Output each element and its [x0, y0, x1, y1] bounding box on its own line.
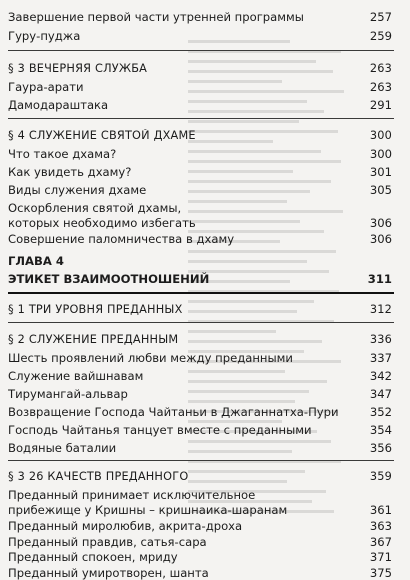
toc-entry [8, 98, 392, 112]
toc-entry-title: Дамодараштака [8, 98, 109, 112]
toc-entry-title: Преданный спокоен, мриду [8, 550, 178, 564]
toc-entry-title: Преданный принимает исключительное [8, 488, 256, 502]
toc-entry-title: Господь Чайтанья танцует вместе с преданными [8, 423, 312, 437]
toc-entry-title: прибежище у Кришны – кришнаика-шаранам [8, 503, 288, 517]
toc-entry-page: 363 [369, 519, 392, 533]
toc-entry [8, 387, 392, 401]
toc-entry-title: § 3 26 КАЧЕСТВ ПРЕДАННОГО [8, 470, 189, 483]
toc-entry-title: Преданный миролюбив, акрита-дроха [8, 519, 243, 533]
toc-entry [8, 550, 392, 564]
toc-entry-page: 259 [369, 29, 392, 43]
toc-entry-title: Служение вайшнавам [8, 369, 144, 383]
toc-entry-title: ЭТИКЕТ ВЗАИМООТНОШЕНИЙ [8, 272, 210, 286]
toc-entry [8, 351, 392, 365]
toc-section-heading [8, 129, 392, 143]
toc-entry-page: 312 [369, 303, 392, 316]
chapter-title [8, 272, 392, 286]
divider [8, 50, 394, 51]
toc-entry-title: Оскорбления святой дхамы, [8, 201, 182, 215]
toc-entry [8, 488, 392, 502]
toc-entry-page: 367 [369, 535, 392, 549]
toc-entry [8, 566, 392, 580]
toc-section-heading [8, 470, 392, 484]
toc-entry [8, 165, 392, 179]
toc-entry [8, 503, 392, 517]
toc-entry-title: Совершение паломничества в дхаму [8, 232, 235, 246]
toc-entry-title: Гаура-арати [8, 80, 84, 94]
toc-entry [8, 441, 392, 455]
toc-entry-page: 300 [369, 129, 392, 142]
divider [8, 460, 394, 461]
toc-entry-title: Водяные баталии [8, 441, 117, 455]
toc-entry-page: 354 [369, 423, 392, 437]
toc-entry-page: 306 [369, 232, 392, 246]
toc-entry-title: Преданный правдив, сатья-сара [8, 535, 207, 549]
toc-entry-title: которых необходимо избегать [8, 216, 196, 230]
toc-entry-title: § 3 ВЕЧЕРНЯЯ СЛУЖБА [8, 62, 148, 75]
toc-entry-title: Тирумангай-альвар [8, 387, 128, 401]
toc-entry-title: Как увидеть дхаму? [8, 165, 132, 179]
toc-entry [8, 232, 392, 246]
toc-entry-page: 305 [369, 183, 392, 197]
toc-entry-page: 291 [369, 98, 392, 112]
toc-entry [8, 147, 392, 161]
toc-entry-page: 311 [367, 272, 392, 286]
toc-entry-title: Что такое дхама? [8, 147, 117, 161]
toc-entry-page: 342 [369, 369, 392, 383]
toc-entry-page: 301 [369, 165, 392, 179]
toc-entry [8, 369, 392, 383]
toc-entry-title: Завершение первой части утренней программы [8, 10, 304, 24]
toc-entry-page: 336 [369, 333, 392, 346]
toc-entry-title: Виды служения дхаме [8, 183, 147, 197]
toc-section-heading [8, 303, 392, 317]
chapter-number [8, 254, 392, 268]
toc-entry [8, 10, 392, 24]
divider [8, 322, 394, 323]
toc-entry-title: § 1 ТРИ УРОВНЯ ПРЕДАННЫХ [8, 303, 183, 316]
toc-entry [8, 423, 392, 437]
toc-section-heading [8, 62, 392, 76]
toc-entry-title: Возвращение Господа Чайтаньи в Джаганнатха-Пури [8, 405, 339, 419]
toc-entry-page: 375 [369, 566, 392, 580]
toc-entry-page: 352 [369, 405, 392, 419]
divider [8, 118, 394, 119]
toc-entry-title: Гуру-пуджа [8, 29, 81, 43]
toc-entry [8, 80, 392, 94]
toc-entry-page: 337 [369, 351, 392, 365]
toc-entry [8, 29, 392, 43]
toc-entry-title: § 2 СЛУЖЕНИЕ ПРЕДАННЫМ [8, 333, 179, 346]
toc-entry [8, 183, 392, 197]
toc-entry-page: 361 [369, 503, 392, 517]
toc-entry-page: 356 [369, 441, 392, 455]
toc-entry [8, 201, 392, 215]
toc-entry-page: 300 [369, 147, 392, 161]
toc-entry-page: 359 [369, 470, 392, 483]
toc-entry-page: 371 [369, 550, 392, 564]
toc-entry [8, 216, 392, 230]
toc-entry-page: 263 [369, 62, 392, 75]
toc-entry-title: Преданный умиротворен, шанта [8, 566, 209, 580]
toc-entry-title: Шесть проявлений любви между преданными [8, 351, 293, 365]
toc-entry [8, 405, 392, 419]
divider [8, 292, 394, 294]
toc-entry-page: 347 [369, 387, 392, 401]
toc-entry [8, 535, 392, 549]
toc-entry-page: 306 [369, 216, 392, 230]
toc-entry-page: 263 [369, 80, 392, 94]
toc-entry [8, 519, 392, 533]
toc-entry-page: 257 [369, 10, 392, 24]
toc-entry-title: § 4 СЛУЖЕНИЕ СВЯТОЙ ДХАМЕ [8, 129, 196, 142]
toc-entry-title: ГЛАВА 4 [8, 254, 64, 268]
toc-section-heading [8, 333, 392, 347]
